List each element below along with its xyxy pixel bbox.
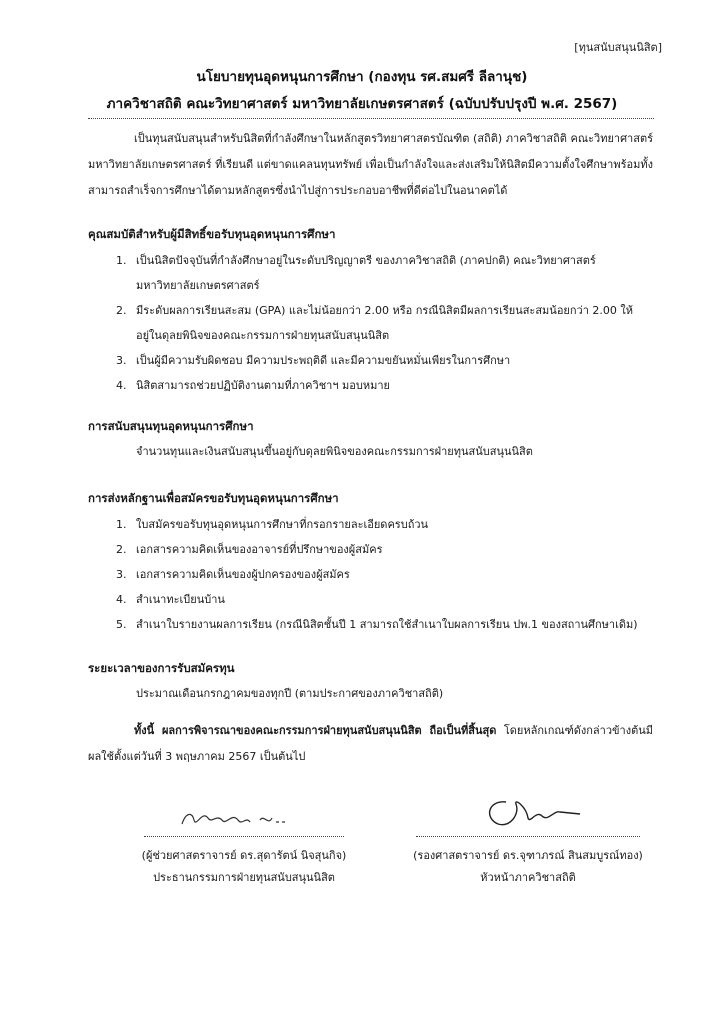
list-item: 1. ใบสมัครขอรับทุนอุดหนุนการศึกษาที่กรอกรายละเอียดครบถ้วน: [116, 518, 429, 531]
documents-heading: การส่งหลักฐานเพื่อสมัครขอรับทุนอุดหนุนการศึกษา: [88, 491, 339, 505]
document-subtitle: ภาควิชาสถิติ คณะวิทยาศาสตร์ มหาวิทยาลัยเกษตรศาสตร์ (ฉบับปรับปรุงปี พ.ศ. 2567): [106, 96, 618, 112]
list-item: 3. เป็นผู้มีความรับผิดชอบ มีความประพฤติดี และมีความขยันหมั่นเพียรในการศึกษา: [116, 354, 511, 367]
list-item: 5. สำเนาใบรายงานผลการเรียน (กรณีนิสิตชั้นปี 1 สามารถใช้สำเนาใบผลการเรียน ปพ.1 ของสถานศึกษาเดิม): [116, 618, 638, 631]
list-item: 2. มีระดับผลการเรียนสะสม (GPA) และไม่น้อยกว่า 2.00 หรือ กรณีนิสิตมีผลการเรียนสะสมน้อยกว่า 2.00 ให้ อยู่ในดุลยพินิจของคณะกรรมการฝ่ายทุนสนับสนุนนิสิต: [116, 304, 633, 342]
period-heading: ระยะเวลาของการรับสมัครทุน: [88, 661, 235, 675]
signer-right-name: (รองศาสตราจารย์ ดร.จุฑาภรณ์ สินสมบูรณ์ทอง): [413, 849, 643, 862]
signature-left-image: [176, 800, 296, 834]
signature-line-right: [416, 836, 640, 837]
signature-right-image: [476, 792, 586, 834]
closing-paragraph: [88, 718, 653, 770]
signer-right-title: หัวหน้าภาควิชาสถิติ: [480, 871, 576, 884]
list-item: 3. เอกสารความคิดเห็นของผู้ปกครองของผู้สมัคร: [116, 568, 350, 581]
eligibility-heading: คุณสมบัติสำหรับผู้มีสิทธิ์ขอรับทุนอุดหนุนการศึกษา: [88, 227, 336, 241]
list-item: 1. เป็นนิสิตปัจจุบันที่กำลังศึกษาอยู่ในระดับปริญญาตรี ของภาควิชาสถิติ (ภาคปกติ) คณะวิทยาศาสตร์ มหาวิทยาลัยเกษตรศาสตร์: [116, 254, 596, 292]
document-title: นโยบายทุนอุดหนุนการศึกษา (กองทุน รศ.สมศรี ลีลานุช): [196, 69, 528, 85]
closing-bold: ทั้งนี้ ผลการพิจารณาของคณะกรรมการฝ่ายทุนสนับสนุนนิสิต ถือเป็นที่สิ้นสุด: [134, 724, 497, 737]
signature-line-left: [144, 836, 344, 837]
closing-rest: โดยหลักเกณฑ์ดังกล่าวข้างต้นมีผลใช้ตั้งแต่วันที่ 3 พฤษภาคม 2567 เป็นต้นไป: [88, 724, 653, 763]
period-text: ประมาณเดือนกรกฎาคมของทุกปี (ตามประกาศของภาควิชาสถิติ): [136, 687, 444, 700]
eligibility-list: [88, 248, 658, 398]
support-text: จำนวนทุนและเงินสนับสนุนขึ้นอยู่กับดุลยพินิจของคณะกรรมการฝ่ายทุนสนับสนุนนิสิต: [136, 445, 533, 458]
title-divider: [88, 118, 654, 119]
intro-paragraph: เป็นทุนสนับสนุนสำหรับนิสิตที่กำลังศึกษาในหลักสูตรวิทยาศาสตรบัณฑิต (สถิติ) ภาควิชาสถิติ คณะวิทยาศาสตร์ มหาวิทยาลัยเกษตรศาสตร์ ที่เรียนดี แต่ขาดแคลนทุนทรัพย์ เพื่อเป็นกำลังใจและส่งเสริมให้นิสิตมีความตั้งใจศึกษาพร้อมทั้งสามารถสำเร็จการศึกษาได้ตามหลักสูตรซึ่งนำไปสู่การประกอบอาชีพที่ดีต่อไปในอนาคตได้: [88, 132, 653, 197]
list-item: 4. นิสิตสามารถช่วยปฏิบัติงานตามที่ภาควิชาฯ มอบหมาย: [116, 379, 390, 392]
support-heading: การสนับสนุนทุนอุดหนุนการศึกษา: [88, 419, 254, 433]
list-item: 2. เอกสารความคิดเห็นของอาจารย์ที่ปรึกษาของผู้สมัคร: [116, 543, 383, 556]
documents-list: [88, 512, 658, 637]
list-item: 4. สำเนาทะเบียนบ้าน: [116, 593, 225, 606]
document-tag: [ทุนสนับสนุนนิสิต]: [574, 41, 662, 54]
signer-left-title: ประธานกรรมการฝ่ายทุนสนับสนุนนิสิต: [153, 871, 335, 884]
signer-left-name: (ผู้ช่วยศาสตราจารย์ ดร.สุดารัตน์ นิจสุนกิจ): [141, 849, 347, 862]
